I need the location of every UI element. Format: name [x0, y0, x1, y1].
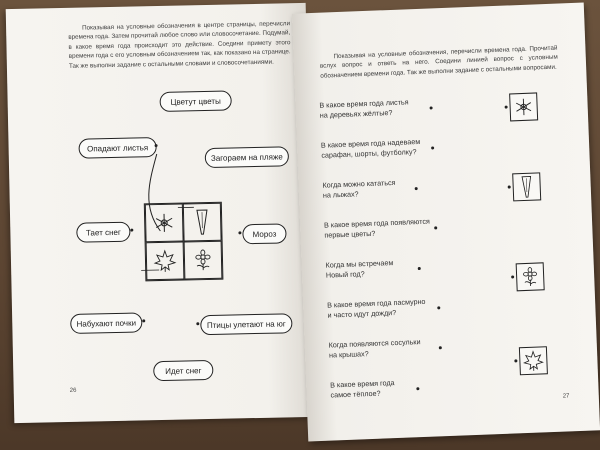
- icicle-icon: [516, 175, 537, 200]
- question-4-line1: В какое время года появляются: [323, 216, 431, 230]
- question-1-dot[interactable]: [430, 106, 433, 109]
- question-3-line1: Когда можно кататься: [322, 177, 396, 190]
- seasons-grid: [144, 202, 224, 282]
- left-instruction: Показывая на условные обозначения в центре страницы, перечисли времена года. Затем прочитай любое слово или словосочетание. Подумай, в какое время года происходит это действие. Соедини примету этого времени года с его условным обозначением так, как показано на странице. Так же выполни задание с остальными словами и словосочетаниями.: [68, 20, 291, 70]
- question-4: [324, 217, 431, 241]
- maple-leaf-icon: [153, 249, 177, 273]
- question-6-line1: В какое время года пасмурно: [326, 296, 426, 310]
- question-7-line2: на крышах?: [328, 349, 369, 360]
- icon-box-spring[interactable]: [512, 172, 541, 201]
- phrase-snowing[interactable]: Идет снег: [153, 360, 213, 381]
- icon-box-autumn-dot[interactable]: [514, 359, 517, 362]
- question-2-dot[interactable]: [431, 146, 434, 149]
- phrase-snow-melts[interactable]: Тает снег: [76, 222, 130, 243]
- question-3-line2: на лыжах?: [322, 189, 359, 200]
- right-instruction: Показывая на условные обозначения, перечисли времена года. Прочитай вслух вопрос и ответь на него. Соедини линией вопрос с условным обозначением времени года. Так же выполни задание с остальными вопросами.: [319, 44, 558, 80]
- phrase-sunbathe[interactable]: Загораем на пляже: [205, 146, 289, 168]
- phrase-buds-swell[interactable]: Набухают почки: [70, 312, 142, 334]
- maple-leaf-icon: [522, 349, 545, 372]
- left-page-number: 26: [69, 387, 77, 394]
- icon-box-summer-dot[interactable]: [511, 275, 514, 278]
- phrase-leaves-fall-dot[interactable]: [155, 144, 158, 147]
- grid-cell-spring: [183, 203, 222, 242]
- question-3: [322, 178, 396, 201]
- phrase-frost[interactable]: Мороз: [242, 223, 286, 244]
- question-8-line2: самое тёплое?: [330, 388, 381, 400]
- question-2: [321, 137, 421, 161]
- phrase-frost-dot[interactable]: [238, 231, 241, 234]
- question-8-dot[interactable]: [416, 387, 419, 390]
- question-5-dot[interactable]: [418, 267, 421, 270]
- icon-box-winter[interactable]: [509, 92, 538, 121]
- icon-box-autumn[interactable]: [519, 346, 548, 375]
- icicle-icon: [191, 208, 214, 236]
- icon-box-winter-dot[interactable]: [505, 106, 508, 109]
- question-2-line2: сарафан, шорты, футболку?: [321, 147, 417, 160]
- question-2-line1: В какое время года надеваем: [320, 136, 421, 150]
- question-6-dot[interactable]: [437, 306, 440, 309]
- question-4-dot[interactable]: [434, 226, 437, 229]
- flower-icon: [191, 248, 215, 272]
- phrase-bloom[interactable]: Цветут цветы: [159, 90, 231, 112]
- right-page-number: 27: [562, 393, 570, 400]
- phrase-birds-fly-south-dot[interactable]: [196, 322, 199, 325]
- icon-box-spring-dot[interactable]: [508, 185, 511, 188]
- right-page: [292, 3, 600, 442]
- question-7-line1: Когда появляются сосульки: [328, 337, 421, 350]
- question-1: [319, 97, 409, 120]
- question-8: [330, 378, 395, 400]
- question-8-line1: В какое время года: [330, 378, 395, 390]
- icon-box-summer[interactable]: [516, 262, 545, 291]
- question-6: [327, 297, 426, 321]
- question-7: [328, 337, 421, 361]
- question-3-dot[interactable]: [415, 187, 418, 190]
- grid-cell-autumn: [146, 242, 185, 281]
- question-5: [325, 258, 394, 281]
- question-5-line1: Когда мы встречаем: [325, 258, 394, 270]
- phrase-snow-melts-dot[interactable]: [130, 229, 133, 232]
- question-1-line2: на деревьях жёлтые?: [319, 107, 393, 120]
- question-4-line2: первые цветы?: [324, 228, 376, 240]
- left-page: [6, 3, 315, 423]
- phrase-buds-swell-dot[interactable]: [142, 319, 145, 322]
- phrase-leaves-fall[interactable]: Опадают листья: [78, 137, 156, 159]
- grid-cell-summer: [184, 241, 223, 280]
- phrase-birds-fly-south[interactable]: Птицы улетают на юг: [200, 313, 292, 335]
- question-5-line2: Новый год?: [325, 269, 365, 280]
- grid-cell-winter: [145, 204, 184, 243]
- flower-icon: [519, 265, 542, 288]
- question-6-line2: и часто идут дожди?: [327, 307, 397, 320]
- question-1-line1: В какое время года листья: [319, 97, 409, 110]
- snowflake-icon: [513, 97, 534, 118]
- question-7-dot[interactable]: [439, 346, 442, 349]
- snowflake-icon: [153, 212, 175, 234]
